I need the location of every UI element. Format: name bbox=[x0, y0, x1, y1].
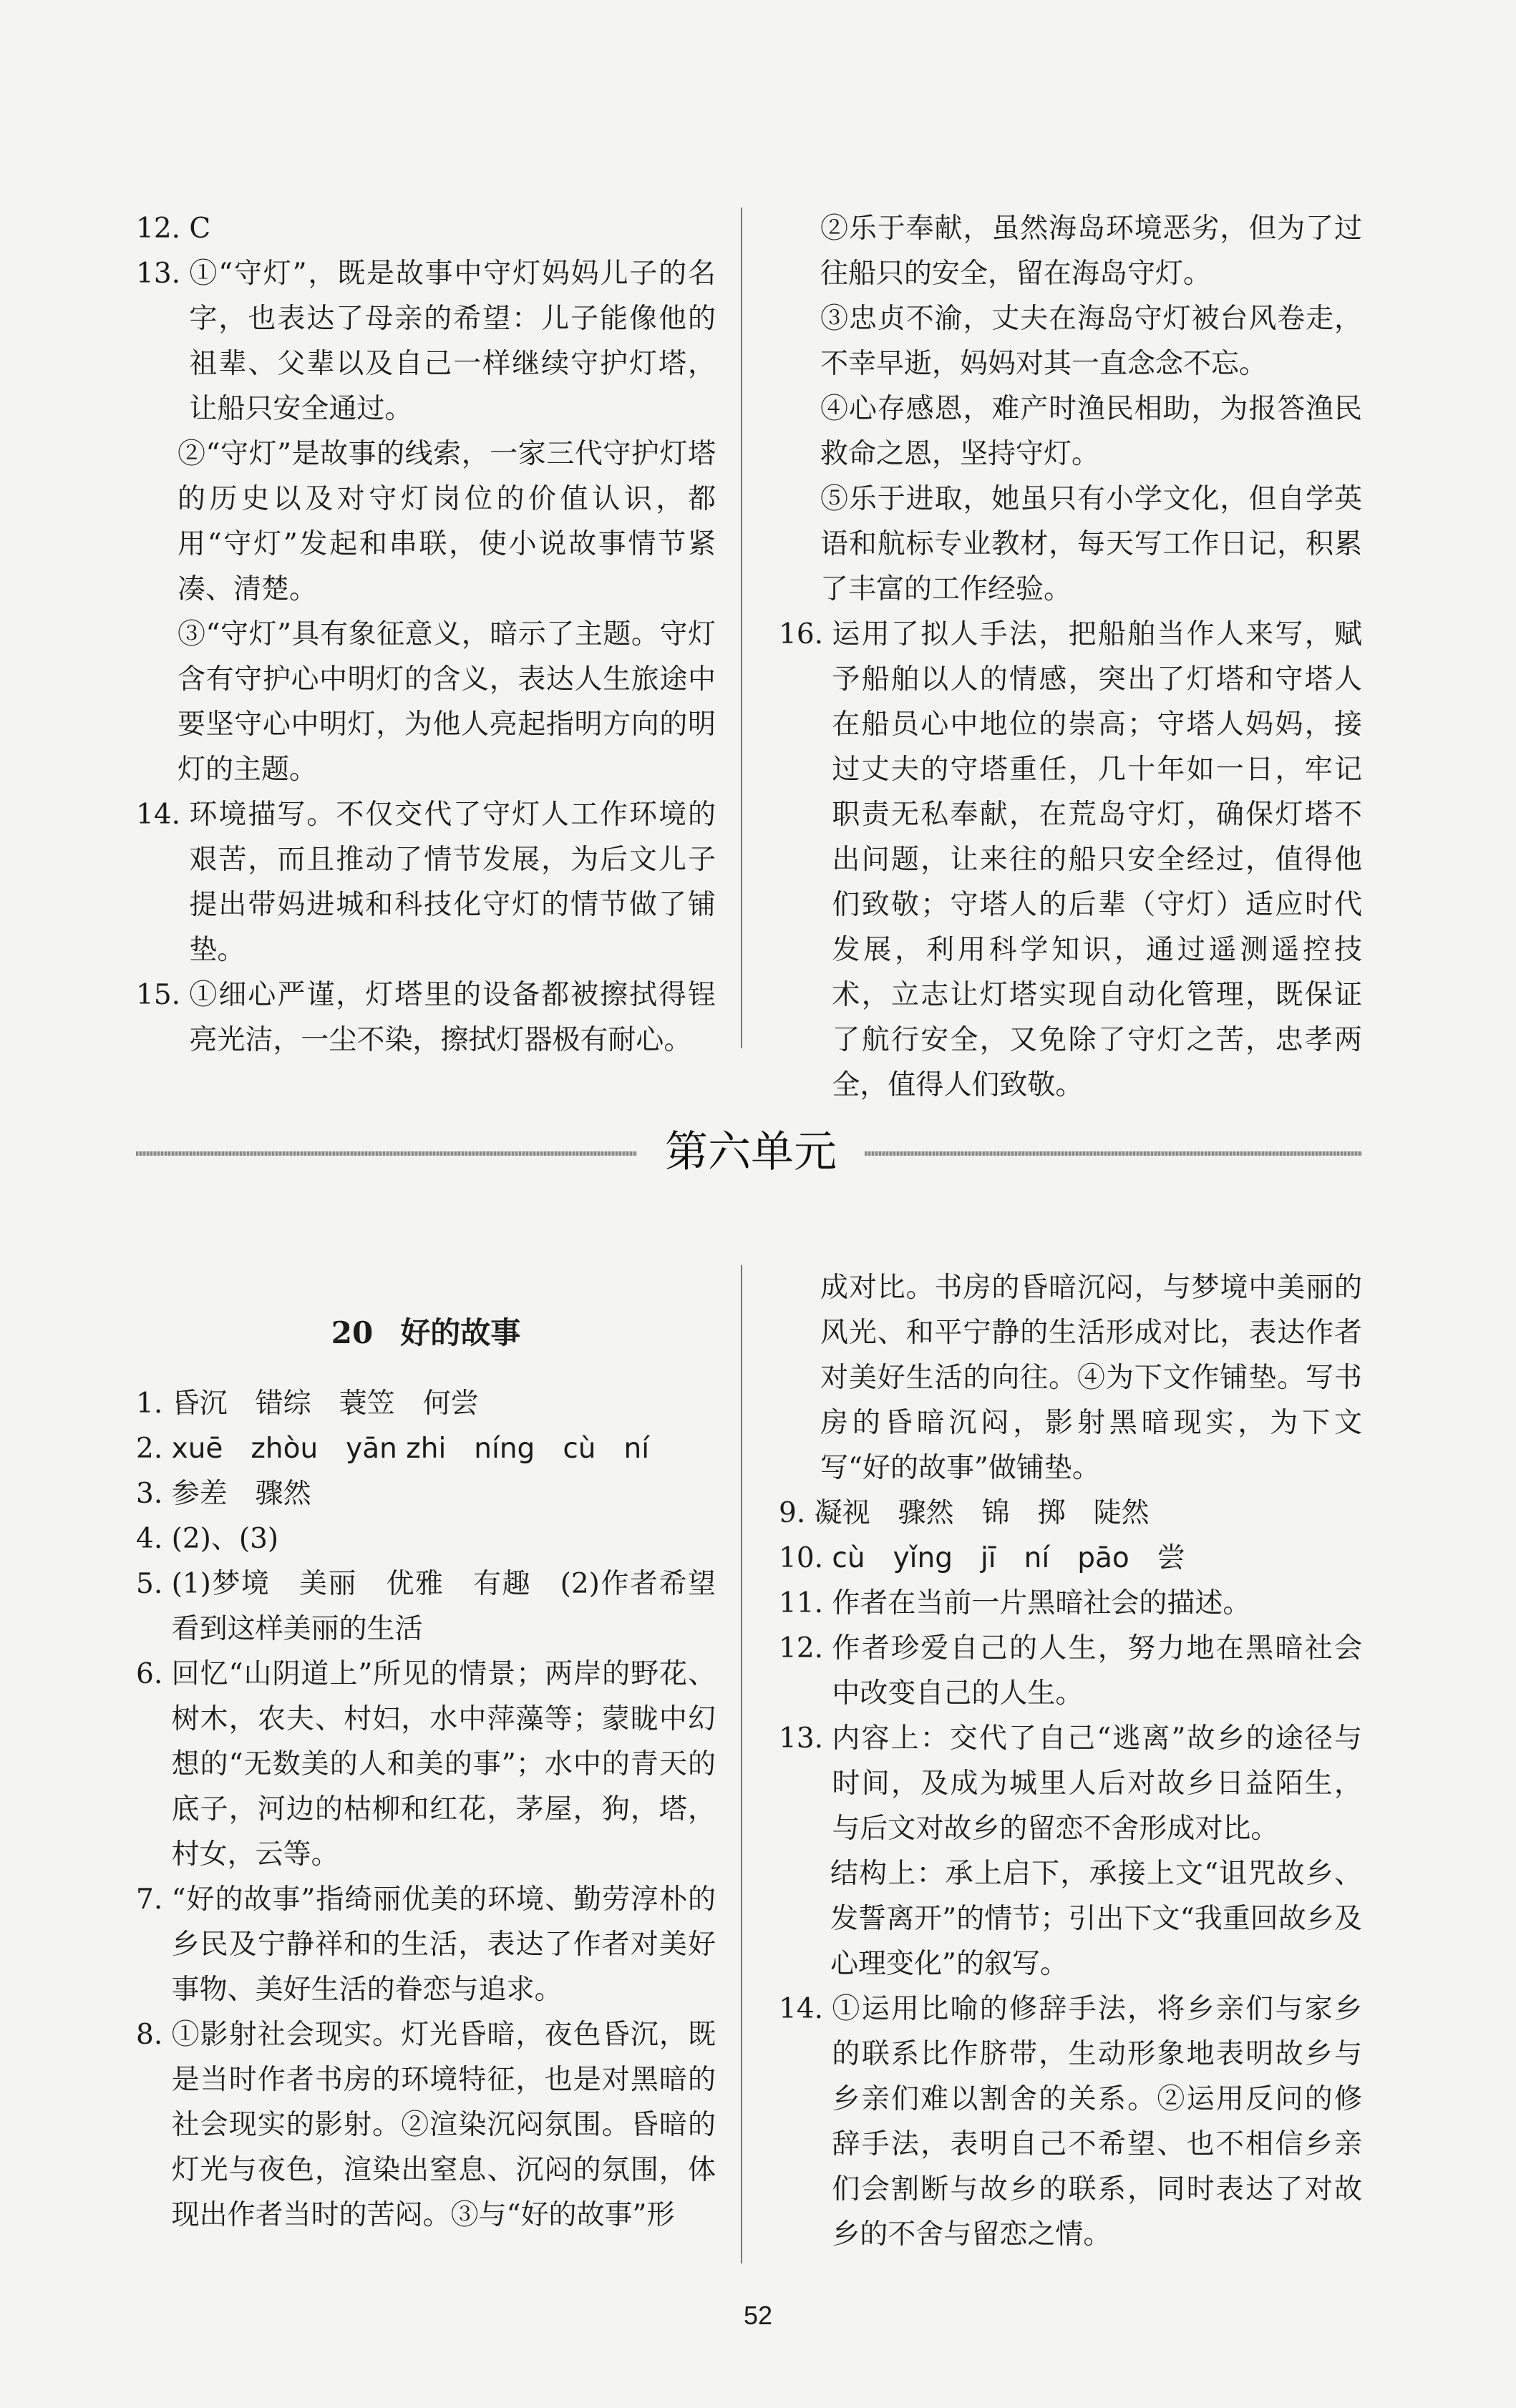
column-divider-bottom bbox=[741, 1265, 742, 2263]
decorative-rule-left bbox=[136, 1151, 637, 1156]
answer-item: 7. “好的故事”指绮丽优美的环境、勤劳淳朴的乡民及宁静祥和的生活，表达了作者对美好事物、美好生活的眷恋与追求。 bbox=[136, 1883, 716, 2006]
answer-item: 3. 参差 骤然 bbox=[136, 1478, 311, 1510]
answer-item: 结构上：承上启下，承接上文“诅咒故乡、发誓离开”的情节；引出下文“我重回故乡及心理变化”的叙写。 bbox=[830, 1858, 1362, 1980]
unit-heading bbox=[136, 1120, 1362, 1184]
decorative-rule-right bbox=[865, 1151, 1362, 1156]
page-number: 52 bbox=[743, 2301, 773, 2330]
column-divider-top bbox=[741, 208, 742, 1048]
answer-item: 14. ①运用比喻的修辞手法，将乡亲们与家乡的联系比作脐带，生动形象地表明故乡与乡亲们难以割舍的关系。②运用反问的修辞手法，表明自己不希望、也不相信乡亲们会割断与故乡的联系，同时表达了对故乡的不舍与留恋之情。 bbox=[779, 1993, 1362, 2251]
answer-item: 5. (1)梦境 美丽 优雅 有趣 (2)作者希望看到这样美丽的生活 bbox=[136, 1568, 716, 1645]
answer-item: 14. 环境描写。不仅交代了守灯人工作环境的艰苦，而且推动了情节发展，为后文儿子提出带妈进城和科技化守灯的情节做了铺垫。 bbox=[136, 799, 716, 966]
answer-item: 6. 回忆“山阴道上”所见的情景；两岸的野花、树木，农夫、村妇，水中萍藻等；蒙眬中幻想的“无数美的人和美的事”；水中的青天的底子，河边的枯柳和红花，茅屋，狗，塔，村女，云等。 bbox=[136, 1658, 716, 1871]
answer-item: 13. ①“守灯”，既是故事中守灯妈妈儿子的名字，也表达了母亲的希望：儿子能像他的祖辈、父辈以及自己一样继续守护灯塔，让船只安全通过。 bbox=[136, 258, 716, 425]
answer-item: 12. C bbox=[136, 213, 211, 245]
answer-item: ⑤乐于进取，她虽只有小学文化，但自学英语和航标专业教材，每天写工作日记，积累了丰富的工作经验。 bbox=[820, 483, 1362, 605]
lesson-title bbox=[136, 1310, 716, 1355]
answer-item: 成对比。书房的昏暗沉闷，与梦境中美丽的风光、和平宁静的生活形成对比，表达作者对美好生活的向往。④为下文作铺垫。写书房的昏暗沉闷，影射黑暗现实，为下文写“好的故事”做铺垫。 bbox=[820, 1272, 1362, 1484]
lesson-number: 20 bbox=[331, 1315, 374, 1350]
answer-item: 8. ①影射社会现实。灯光昏暗，夜色昏沉，既是当时作者书房的环境特征，也是对黑暗的社会现实的影射。②渲染沉闷氛围。昏暗的灯光与夜色，渲染出窒息、沉闷的氛围，体现出作者当时的苦闷。③与“好的故事”形 bbox=[136, 2019, 716, 2231]
answer-item: 2. xuē zhòu yān zhi níng cù ní bbox=[136, 1433, 650, 1465]
answer-item: 15. ①细心严谨，灯塔里的设备都被擦拭得锃亮光洁，一尘不染，擦拭灯器极有耐心。 bbox=[136, 979, 716, 1056]
answer-item: ②乐于奉献，虽然海岛环境恶劣，但为了过往船只的安全，留在海岛守灯。 bbox=[820, 213, 1362, 290]
answer-item: ④心存感恩，难产时渔民相助，为报答渔民救命之恩，坚持守灯。 bbox=[820, 393, 1362, 470]
answer-item: 13. 内容上：交代了自己“逃离”故乡的途径与时间，及成为城里人后对故乡日益陌生，与后文对故乡的留恋不舍形成对比。 bbox=[779, 1722, 1362, 1845]
answer-item: 12. 作者珍爱自己的人生，努力地在黑暗社会中改变自己的人生。 bbox=[779, 1632, 1362, 1710]
answer-item: 16. 运用了拟人手法，把船舶当作人来写，赋予船舶以人的情感，突出了灯塔和守塔人在船员心中地位的崇高；守塔人妈妈，接过丈夫的守塔重任，几十年如一日，牢记职责无私奉献，在荒岛守灯，确保灯塔不出问题，让来往的船只安全经过，值得他们致敬；守塔人的后辈（守灯）适应时代发展，利用科学知识，通过遥测遥控技术，立志让灯塔实现自动化管理，既保证了航行安全，又免除了守灯之苦，忠孝两全，值得人们致敬。 bbox=[779, 618, 1362, 1101]
lesson-name: 好的故事 bbox=[400, 1315, 521, 1350]
answer-item: 10. cù yǐng jī ní pāo 尝 bbox=[779, 1542, 1185, 1574]
answers-bottom-left bbox=[136, 1265, 716, 2238]
answer-item: ②“守灯”是故事的线索，一家三代守护灯塔的历史以及对守灯岗位的价值认识，都用“守灯”发起和串联，使小说故事情节紧凑、清楚。 bbox=[178, 438, 716, 605]
answer-item: ③忠贞不渝，丈夫在海岛守灯被台风卷走，不幸早逝，妈妈对其一直念念不忘。 bbox=[820, 303, 1362, 380]
answers-top-right bbox=[779, 206, 1362, 1108]
answers-top-left bbox=[136, 206, 716, 1063]
answer-item: ③“守灯”具有象征意义，暗示了主题。守灯含有守护心中明灯的含义，表达人生旅途中要坚守心中明灯，为他人亮起指明方向的明灯的主题。 bbox=[178, 618, 716, 786]
answer-item: 9. 凝视 骤然 锦 掷 陡然 bbox=[779, 1497, 1150, 1529]
answer-item: 4. (2)、(3) bbox=[136, 1523, 279, 1555]
answer-item: 11. 作者在当前一片黑暗社会的描述。 bbox=[779, 1587, 1251, 1619]
answer-item: 1. 昏沉 错综 蓑笠 何尝 bbox=[136, 1388, 479, 1420]
answers-bottom-right bbox=[779, 1265, 1362, 2257]
unit-title: 第六单元 bbox=[665, 1127, 837, 1177]
